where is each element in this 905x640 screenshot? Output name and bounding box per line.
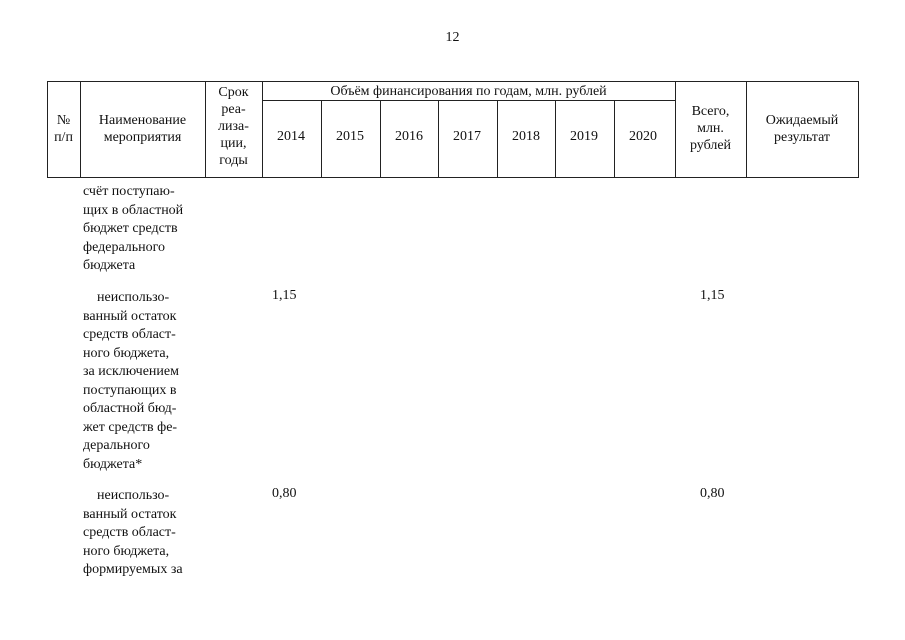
header-top-border xyxy=(47,81,859,82)
page-number: 12 xyxy=(445,30,460,45)
year-header-2014: 2014 xyxy=(277,129,305,144)
year-header-2019: 2019 xyxy=(570,129,598,144)
header-total: Всего, млн. рублей xyxy=(689,104,732,153)
header-financing: Объём финансирования по годам, млн. рублей xyxy=(330,84,607,99)
year-header-2017: 2017 xyxy=(453,129,481,144)
col-border-6 xyxy=(858,81,859,177)
header-name: Наименование мероприятия xyxy=(98,113,187,145)
year-header-2016: 2016 xyxy=(395,129,423,144)
row-3-total: 0,80 xyxy=(700,486,725,501)
header-num: № п/п xyxy=(54,113,73,145)
header-term: Срок реа- лиза- ции, годы xyxy=(218,85,249,168)
year-header-2018: 2018 xyxy=(512,129,540,144)
row-3-name: неиспользо- ванный остаток средств област- ного бюджета, формируемых за xyxy=(83,488,183,577)
year-header-2015: 2015 xyxy=(336,129,364,144)
header-bottom-border xyxy=(47,177,859,178)
row-2-total: 1,15 xyxy=(700,288,725,303)
year-header-2020: 2020 xyxy=(629,129,657,144)
row-3-value-2014: 0,80 xyxy=(272,486,297,501)
row-1-name: счёт поступаю- щих в областной бюджет средств федерального бюджета xyxy=(83,184,184,273)
row-2-value-2014: 1,15 xyxy=(272,288,297,303)
row-2-name: неиспользо- ванный остаток средств област- ного бюджета, за исключением поступающих в областной бюд- жет средств фе- дерального бюджета* xyxy=(83,290,179,472)
header-result: Ожидаемый результат xyxy=(765,113,839,145)
